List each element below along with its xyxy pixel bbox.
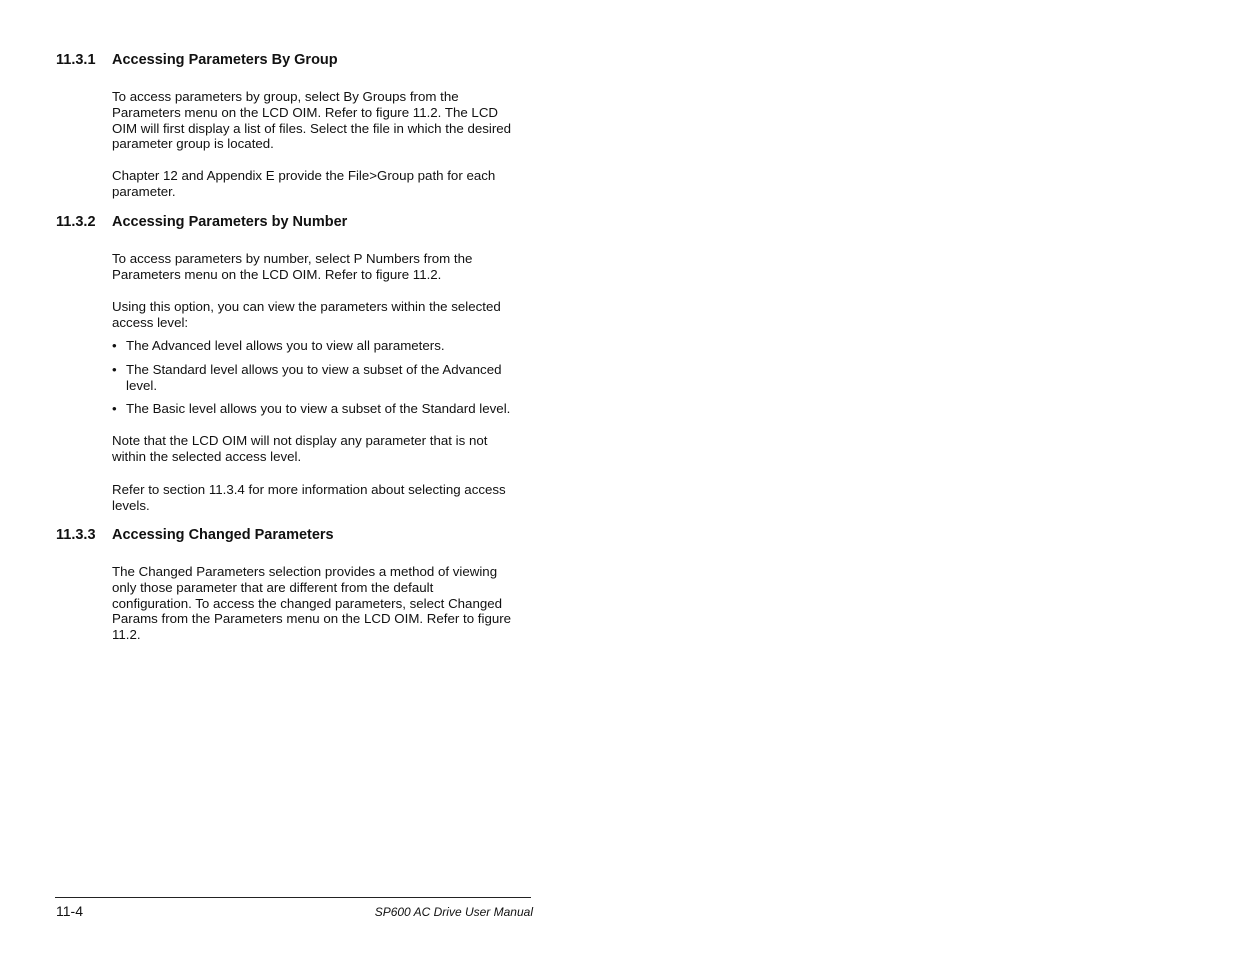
text-line: To access parameters by number, select P Numbers from the: [112, 251, 473, 266]
section-heading-11-3-3: [56, 527, 334, 543]
bullet-icon: •: [112, 401, 117, 416]
bullet-item: [112, 362, 542, 394]
text-line: parameter group is located.: [112, 136, 274, 152]
text-line: Using this option, you can view the parameters within the selected: [112, 299, 501, 314]
bullet-item: [112, 338, 542, 354]
paragraph: [112, 482, 537, 514]
paragraph: [112, 299, 537, 331]
paragraph: [112, 168, 537, 200]
section-title: Accessing Parameters By Group: [112, 52, 338, 68]
paragraph: [112, 251, 537, 283]
text-line: OIM will first display a list of files. Select the file in which the desired: [112, 120, 512, 136]
text-line: Refer to section 11.3.4 for more information about selecting access: [112, 482, 506, 497]
text-line: level.: [126, 377, 158, 393]
text-line: Params from the Parameters menu on the LCD OIM. Refer to figure: [112, 611, 512, 627]
section-number: 11.3.2: [56, 214, 96, 230]
text-line: only those parameter that are different from the default: [112, 579, 434, 595]
text-line: Chapter 12 and Appendix E provide the File>Group path for each: [112, 168, 496, 183]
text-line: The Advanced level allows you to view all parameters.: [126, 338, 445, 353]
paragraph: [112, 89, 537, 152]
bullet-icon: •: [112, 338, 117, 353]
section-title: Accessing Changed Parameters: [112, 527, 334, 543]
section-title: Accessing Parameters by Number: [112, 214, 348, 230]
text-line: parameter.: [112, 183, 176, 199]
footer-divider: [55, 897, 531, 898]
bullet-icon: •: [112, 362, 117, 377]
text-line: access level:: [112, 314, 189, 330]
text-line: The Basic level allows you to view a subset of the Standard level.: [126, 401, 511, 416]
text-line: within the selected access level.: [112, 448, 302, 464]
section-heading-11-3-2: [56, 214, 347, 230]
text-line: configuration. To access the changed parameters, select Changed: [112, 595, 503, 611]
text-line: 11.2.: [112, 627, 141, 643]
paragraph: [112, 564, 537, 643]
manual-title: SP600 AC Drive User Manual: [374, 905, 533, 919]
text-line: Note that the LCD OIM will not display any parameter that is not: [112, 433, 488, 448]
section-number: 11.3.3: [56, 527, 96, 543]
section-number: 11.3.1: [56, 52, 96, 68]
text-line: The Standard level allows you to view a subset of the Advanced: [126, 362, 502, 377]
bullet-item: [112, 401, 542, 417]
text-line: The Changed Parameters selection provides a method of viewing: [112, 564, 498, 579]
text-line: Parameters menu on the LCD OIM. Refer to figure 11.2.: [112, 266, 442, 282]
paragraph: [112, 433, 537, 465]
section-heading-11-3-1: [56, 52, 338, 68]
page-number: 11-4: [56, 903, 83, 919]
text-line: Parameters menu on the LCD OIM. Refer to figure 11.2. The LCD: [112, 104, 499, 120]
text-line: To access parameters by group, select By Groups from the: [112, 89, 459, 104]
text-line: levels.: [112, 497, 150, 513]
